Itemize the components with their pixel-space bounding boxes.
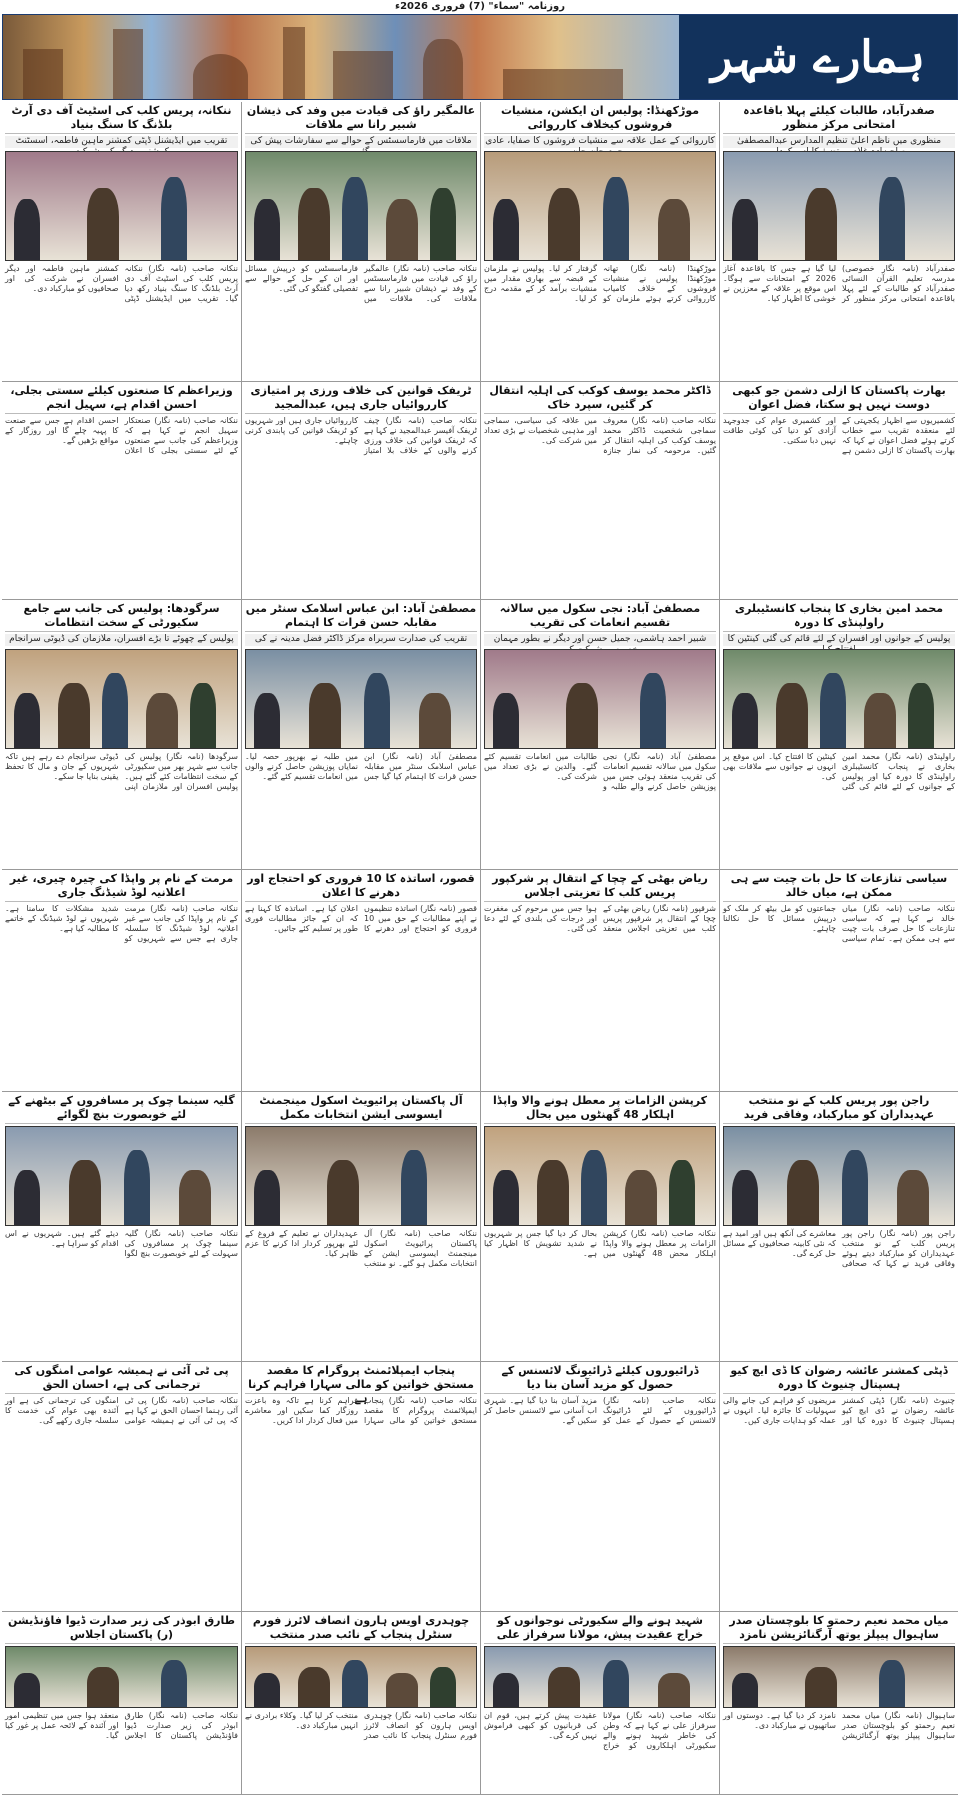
photo-person-figure [386,1673,418,1707]
article-body: کشمیریوں سے اظہار یکجہتی کے لئے منعقدہ تقریب سے خطاب کرتے ہوئے فضل اعوان نے کہا کہ بھارت پاکستان کا ازلی دشمن ہے اور کشمیری عوام کی جدوجہد آزادی کو دنیا کی کوئی طاقت نہیں دبا سکتی۔ [723,416,955,455]
photo-person-figure [493,693,519,748]
article-body: ننکانہ صاحب (نامہ نگار) پی ٹی آئی رہنما احسان الحق نے کہا ہے کہ پی ٹی آئی نے ہمیشہ عوامی امنگوں کی ترجمانی کی ہے اور آئندہ بھی عوام کی خدمت کا سلسلہ جاری رکھے گی۔ [5,1396,238,1425]
article-body: ننکانہ صاحب (نامہ نگار) معروف سماجی شخصیت ڈاکٹر محمد یوسف کوکب کی اہلیہ انتقال کر گئیں۔ مرحومہ کی نماز جنازہ میں علاقہ کی سیاسی، سماجی اور مذہبی شخصیات نے بڑی تعداد میں شرکت کی۔ [484,416,716,455]
photo-person-figure [897,1170,929,1225]
photo-person-figure [732,693,758,748]
photo-person-figure [430,1667,456,1707]
photo-person-figure [430,188,456,260]
photo-person-figure [386,199,418,260]
article-subhead: پولیس کے چھوٹے تا بڑے افسران، ملازمان کی ڈیوٹی سرانجام [5,634,238,646]
article-photo[interactable] [723,1126,955,1226]
article-body: چنیوٹ (نامہ نگار) ڈپٹی کمشنر عائشہ رضوان نے ڈی ایچ کیو ہسپتال چنیوٹ کا دورہ کیا اور مریضوں کو فراہم کی جانے والی سہولیات کا جائزہ لیا۔ انہوں نے عملہ کو ہدایات جاری کیں۔ [723,1396,955,1425]
article-photo[interactable] [723,151,955,261]
article-body: ننکانہ صاحب (نامہ نگار) کرپشن الزامات پر معطل ہونے والا واپڈا اہلکار محض 48 گھنٹوں میں بحال کر دیا گیا جس پر شہریوں نے شدید تشویش کا اظہار کیا ہے۔ [484,1229,716,1258]
news-article [2,870,241,1092]
article-body: ساہیوال (نامہ نگار) میاں محمد نعیم رحمتو کو بلوچستان صدر ساہیوال پیپلز یوتھ آرگنائزیشن نامزد کر دیا گیا ہے۔ دوستوں اور ساتھیوں نے مبارکباد دی۔ [723,1711,955,1740]
article-photo[interactable] [245,1646,477,1708]
article-body: ننکانہ صاحب (نامہ نگار) پنجاب ایمپلائمنٹ پروگرام کا مقصد مستحق خواتین کو مالی سہارا فراہم کرنا ہے تاکہ وہ باعزت روزگار کما سکیں اور معاشرے میں فعال کردار ادا کریں۔ [245,1396,477,1425]
photo-person-figure [309,683,341,748]
article-photo[interactable] [5,1646,238,1708]
article-body: ننکانہ صاحب (نامہ نگار) طارق ابوذر کی زیر صدارت ڈیوا فاؤنڈیشن پاکستان کا اجلاس منعقد ہوا جس میں تنظیمی امور اور آئندہ کے لائحہ عمل پر غور کیا گیا۔ [5,1711,238,1740]
article-body: ننکانہ صاحب (نامہ نگار) آل پاکستان پرائیویٹ اسکول مینجمنٹ ایسوسی ایشن کے انتخابات مکمل ہو گئے۔ نو منتخب عہدیداران نے تعلیم کے فروغ کے لئے بھرپور کردار ادا کرنے کا عزم ظاہر کیا۔ [245,1229,477,1268]
article-body: ننکانہ صاحب (نامہ نگار) مرمت کے نام پر واپڈا کی جانب سے غیر اعلانیہ لوڈ شیڈنگ کا سلسلہ جاری ہے جس سے شہریوں کو شدید مشکلات کا سامنا ہے۔ شہریوں نے لوڈ شیڈنگ کے خاتمے کا مطالبہ کیا ہے۔ [5,904,238,943]
article-subhead: شبیر احمد ہاشمی، جمیل حسن اور دیگر نے بطور مہمان [484,634,716,646]
article-photo[interactable] [484,151,716,261]
article-headline[interactable]: ٹریفک قوانین کی خلاف ورزی پر امتیازی کارروائیاں جاری ہیں، عبدالمجید [245,384,477,414]
news-article [2,1612,241,1795]
news-article [719,382,958,600]
article-headline[interactable]: ڈپٹی کمشنر عائشہ رضوان کا ڈی ایچ کیو ہسپتال چنیوٹ کا دورہ [723,1364,955,1394]
news-article [719,102,958,382]
photo-person-figure [566,683,598,748]
photo-person-figure [58,683,90,748]
photo-person-figure [493,199,519,260]
news-article [480,600,719,870]
photo-person-figure [161,177,187,260]
article-body: مصطفیٰ آباد (نامہ نگار) نجی سکول میں سالانہ تقسیم انعامات کی تقریب منعقد ہوئی جس میں پوزیشن حاصل کرنے والے طلبہ و طالبات میں انعامات تقسیم کئے گئے۔ والدین نے بڑی تعداد میں شرکت کی۔ [484,752,716,791]
news-article [480,1612,719,1795]
photo-person-figure [298,1667,330,1707]
photo-person-figure [537,1160,569,1225]
news-article [2,1092,241,1362]
news-article [480,102,719,382]
masthead [2,14,958,100]
photo-person-figure [146,693,178,748]
news-row [2,1362,958,1612]
photo-person-figure [14,1673,40,1707]
photo-person-figure [87,1667,119,1707]
article-headline[interactable]: بھارت پاکستان کا ازلی دشمن جو کبھی دوست نہیں ہو سکتا، فضل اعوان [723,384,955,414]
article-body: ننکانہ صاحب (نامہ نگار) ڈرائیوروں کے لئے ڈرائیونگ لائسنس کے حصول کے عمل کو مزید آسان بنا دیا گیا ہے۔ شہری اب آسانی سے لائسنس حاصل کر سکیں گے۔ [484,1396,716,1425]
photo-person-figure [864,693,896,748]
photo-person-figure [190,683,216,748]
article-headline[interactable]: ننکانہ، پریس کلب کی اسٹیٹ آف دی آرٹ بلڈنگ کا سنگ بنیاد [5,104,238,134]
article-photo[interactable] [245,1126,477,1226]
article-body: موڑکھنڈا (نامہ نگار) تھانہ موڑکھنڈا پولیس نے منشیات فروشوں کے خلاف کامیاب کارروائی کرتے ہوئے ملزمان کو گرفتار کر لیا۔ پولیس نے ملزمان کے قبضہ سے بھاری مقدار میں منشیات برآمد کر کے مقدمہ درج کر لیا۔ [484,264,716,303]
photo-person-figure [548,188,580,260]
news-row [2,1612,958,1795]
photo-person-figure [298,188,330,260]
photo-person-figure [581,1150,607,1225]
photo-person-figure [493,1673,519,1707]
news-article [719,870,958,1092]
article-subhead: ملاقات میں فارماسسٹس کے حوالے سے سفارشات پیش کی [245,136,477,148]
news-article [2,382,241,600]
article-headline[interactable]: سیاسی تنازعات کا حل بات چیت سے ہی ممکن ہے، میاں خالد [723,872,955,902]
article-body: ننکانہ صاحب (نامہ نگار) چیف ٹریفک آفیسر عبدالمجید نے کہا ہے کہ ٹریفک قوانین کی خلاف ورزی کرنے والوں کے خلاف بلا امتیاز کارروائیاں جاری ہیں اور شہریوں کو ٹریفک قوانین کی پابندی کرنی چاہئے۔ [245,416,477,455]
news-article [719,600,958,870]
article-photo[interactable] [723,649,955,749]
news-row [2,870,958,1092]
photo-person-figure [179,1170,211,1225]
article-headline[interactable]: راجن پور پریس کلب کے نو منتخب عہدیداران کو مبارکباد، وفاقی فرید [723,1094,955,1124]
photo-person-figure [603,1660,629,1707]
article-subhead: پولیس کے جوانوں اور افسران کے لئے قائم کی گئی کینٹین کا [723,634,955,646]
photo-person-figure [548,1667,580,1707]
page-header: روزنامہ "سماء" (7) فروری 2026ء [394,1,566,12]
photo-person-figure [879,177,905,260]
article-subhead: منظوری میں ناظم اعلیٰ تنظیم المدارس عبدالمصطفیٰ [723,136,955,148]
photo-person-figure [254,1170,280,1225]
article-headline[interactable]: موڑکھنڈا: پولیس ان ایکشن، منشیات فروشوں کیخلاف کارروائی [484,104,716,134]
news-article [241,1362,480,1612]
news-article [480,870,719,1092]
photo-person-figure [342,1660,368,1707]
article-body: صفدرآباد (نامہ نگار خصوصی) مدرسہ تعلیم القرآن النسائی صفدرآباد کو طالبات کے لئے پہلا باقاعدہ امتحانی مرکز منظور کر لیا گیا ہے جس کا باقاعدہ آغاز 2026 کے امتحانات سے ہوگا۔ اس موقع پر علاقہ کے معززین نے خوشی کا اظہار کیا۔ [723,264,955,303]
photo-person-figure [669,1160,695,1225]
article-headline[interactable]: سرگودھا: پولیس کی جانب سے جامع سکیورٹی کے سخت انتظامات [5,602,238,632]
article-headline[interactable]: محمد امین بخاری کا پنجاب کانسٹیبلری راولپنڈی کا دورہ [723,602,955,632]
article-photo[interactable] [484,649,716,749]
article-photo[interactable] [245,151,477,261]
article-body: ننکانہ صاحب (نامہ نگار) گلیہ سینما چوک پر مسافروں کی سہولت کے لئے خوبصورت بنچ لگوا دیئے گئے ہیں۔ شہریوں نے اس اقدام کو سراہا ہے۔ [5,1229,238,1258]
article-headline[interactable]: کرپشن الزامات پر معطل ہونے والا واپڈا اہلکار 48 گھنٹوں میں بحال [484,1094,716,1124]
photo-person-figure [401,1150,427,1225]
news-article [241,102,480,382]
news-row [2,102,958,382]
article-body: راولپنڈی (نامہ نگار) محمد امین بخاری نے پنجاب کانسٹیبلری راولپنڈی کا دورہ کیا اور پولیس کے جوانوں کے لئے قائم کی گئی کینٹین کا افتتاح کیا۔ اس موقع پر انہوں نے جوانوں سے ملاقات بھی کی۔ [723,752,955,791]
article-headline[interactable]: مصطفیٰ آباد: ابن عباس اسلامک سنٹر میں مقابلہ حسن قرات کا اہتمام [245,602,477,632]
photo-person-figure [879,1660,905,1707]
article-body: مصطفیٰ آباد (نامہ نگار) ابن عباس اسلامک سنٹر میں مقابلہ حسن قرات کا اہتمام کیا گیا جس میں طلبہ نے بھرپور حصہ لیا۔ نمایاں پوزیشن حاصل کرنے والوں میں انعامات تقسیم کئے گئے۔ [245,752,477,781]
news-row [2,382,958,600]
news-article [480,1092,719,1362]
article-photo[interactable] [5,151,238,261]
article-headline[interactable]: آل پاکستان پرائیویٹ اسکول مینجمنٹ ایسوسی ایشن انتخابات مکمل [245,1094,477,1124]
article-headline[interactable]: مرمت کے نام پر واپڈا کی چیرہ چیری، غیر اعلانیہ لوڈ شیڈنگ جاری [5,872,238,902]
photo-person-figure [805,188,837,260]
article-headline[interactable]: عالمگیر راؤ کی قیادت میں وفد کی ذیشان شبیر رانا سے ملاقات [245,104,477,134]
article-headline[interactable]: مصطفیٰ آباد: نجی سکول میں سالانہ تقسیم انعامات کی تقریب [484,602,716,632]
photo-person-figure [161,1660,187,1707]
article-body: شرقپور (نامہ نگار) ریاض بھٹی کے چچا کے انتقال پر شرقپور پریس کلب میں تعزیتی اجلاس منعقد ہوا جس میں مرحوم کی مغفرت اور درجات کی بلندی کے لئے دعا کی گئی۔ [484,904,716,933]
news-article [2,1362,241,1612]
article-body: ننکانہ صاحب (نامہ نگار) ننکانہ پریس کلب کی اسٹیٹ آف دی آرٹ بلڈنگ کا سنگ بنیاد رکھ دیا گیا۔ تقریب میں ایڈیشنل ڈپٹی کمشنر ماہین فاطمہ اور دیگر افسران نے شرکت کی اور صحافیوں کو مبارکباد دی۔ [5,264,238,303]
photo-person-figure [87,188,119,260]
photo-person-figure [776,683,808,748]
article-headline[interactable]: چوہدری اویس ہارون انصاف لائرز فورم سنٹرل پنجاب کے نائب صدر منتخب [245,1614,477,1644]
article-headline[interactable]: ڈرائیوروں کیلئے ڈرائیونگ لائسنس کے حصول کو مزید آسان بنا دیا [484,1364,716,1394]
article-subhead: کارروائی کے عمل علاقہ سے منشیات فروشوں کا صفایا، عادی [485,136,715,146]
photo-person-figure [820,673,846,748]
article-body: قصور (نامہ نگار) اساتذہ تنظیموں نے اپنے مطالبات کے حق میں 10 فروری کو احتجاج اور دھرنے کا اعلان کیا ہے۔ اساتذہ کا کہنا ہے کہ ان کے جائز مطالبات فوری طور پر تسلیم کئے جائیں۔ [245,904,477,933]
news-article [480,382,719,600]
photo-person-figure [732,199,758,260]
photo-person-figure [14,693,40,748]
article-headline[interactable]: طارق ابوذر کی زیر صدارت ڈیوا فاؤنڈیشن (ر) پاکستان اجلاس [5,1614,238,1644]
photo-person-figure [419,693,451,748]
article-subhead: تقریب کی صدارت سربراہ مرکز ڈاکٹر فضل مدینہ نے کی [245,634,477,646]
photo-person-figure [69,1160,101,1225]
article-headline[interactable]: شہید ہونے والے سکیورٹی نوجوانوں کو خراج عقیدت پیش، مولانا سرفراز علی [484,1614,716,1644]
article-headline[interactable]: پی ٹی آئی نے ہمیشہ عوامی امنگوں کی ترجمانی کی ہے، احسان الحق [5,1364,238,1394]
article-photo[interactable] [484,1646,716,1708]
article-body: ننکانہ صاحب (نامہ نگار) میاں خالد نے کہا ہے کہ سیاسی تنازعات کا حل صرف بات چیت سے ہی ممکن ہے۔ تمام سیاسی جماعتوں کو مل بیٹھ کر ملک کو درپیش مسائل کا حل نکالنا چاہئے۔ [723,904,955,943]
news-article [719,1612,958,1795]
article-headline[interactable]: قصور، اساتذہ کا 10 فروری کو احتجاج اور دھرنے کا اعلان [245,872,477,902]
news-article [241,382,480,600]
photo-person-figure [14,1170,40,1225]
article-subhead: تقریب میں ایڈیشنل ڈپٹی کمشنر ماہین فاطمہ، اسسٹنٹ [5,136,238,148]
news-article [719,1092,958,1362]
photo-person-figure [254,693,280,748]
news-article [241,1612,480,1795]
article-body: ننکانہ صاحب (نامہ نگار) مولانا سرفراز علی نے کہا ہے کہ وطن کی خاطر شہید ہونے والے سکیورٹی اہلکاروں کو خراج عقیدت پیش کرتے ہیں، قوم ان کی قربانیوں کو کبھی فراموش نہیں کرے گی۔ [484,1711,716,1750]
article-body: سرگودھا (نامہ نگار) پولیس کی جانب سے شہر بھر میں سکیورٹی کے سخت انتظامات کئے گئے ہیں۔ پولیس افسران اور ملازمان اپنی ڈیوٹی سرانجام دے رہے ہیں تاکہ شہریوں کے جان و مال کا تحفظ یقینی بنایا جا سکے۔ [5,752,238,791]
photo-person-figure [658,1673,690,1707]
article-body: ننکانہ صاحب (نامہ نگار) صنعتکار سہیل انجم نے کہا ہے کہ وزیراعظم کی جانب سے صنعتوں کے لئے سستی بجلی کا اعلان احسن اقدام ہے جس سے صنعت کا پہیہ چلے گا اور روزگار کے مواقع بڑھیں گے۔ [5,416,238,455]
article-headline[interactable]: پنجاب ایمپلائمنٹ پروگرام کا مقصد مستحق خواتین کو مالی سہارا فراہم کرنا ہے [245,1364,477,1394]
article-headline[interactable]: ڈاکٹر محمد یوسف کوکب کی اہلیہ انتقال کر گئیں، سپرد خاک [484,384,716,414]
photo-person-figure [658,199,690,260]
photo-person-figure [787,1160,819,1225]
masthead-title: ہمارے شہر [679,15,957,99]
article-photo[interactable] [484,1126,716,1226]
photo-person-figure [842,1150,868,1225]
photo-person-figure [327,1160,359,1225]
photo-person-figure [640,673,666,748]
article-photo[interactable] [245,649,477,749]
article-headline[interactable]: صفدرآباد، طالبات کیلئے پہلا باقاعدہ امتحانی مرکز منظور [723,104,955,134]
news-article [719,1362,958,1612]
news-article [241,870,480,1092]
photo-person-figure [732,1170,758,1225]
news-row [2,600,958,870]
photo-person-figure [342,177,368,260]
article-headline[interactable]: میاں محمد نعیم رحمتو کا بلوچستان صدر ساہیوال پیپلز یوتھ آرگنائزیشن نامزد [723,1614,955,1644]
masthead-photo-collage [3,15,679,99]
news-article [2,600,241,870]
photo-person-figure [102,673,128,748]
news-article [241,1092,480,1362]
article-photo[interactable] [5,649,238,749]
article-headline[interactable]: وزیراعظم کا صنعتوں کیلئے سستی بجلی، احسن اقدام ہے، سہیل انجم [5,384,238,414]
news-article [2,102,241,382]
photo-person-figure [625,1170,657,1225]
photo-person-figure [254,199,280,260]
article-body: راجن پور (نامہ نگار) راجن پور پریس کلب کے نو منتخب عہدیداران کو مبارکباد دیتے ہوئے وفاقی فرید نے کہا کہ صحافی معاشرے کی آنکھ ہیں اور امید ہے کہ نئی کابینہ صحافیوں کے مسائل حل کرے گی۔ [723,1229,955,1268]
photo-person-figure [603,177,629,260]
photo-person-figure [364,673,390,748]
news-article [241,600,480,870]
news-article [480,1362,719,1612]
photo-person-figure [254,1673,280,1707]
article-headline[interactable]: گلیہ سینما چوک پر مسافروں کے بیٹھنے کے لئے خوبصورت بنچ لگوائے [5,1094,238,1124]
news-row [2,1092,958,1362]
article-body: ننکانہ صاحب (نامہ نگار) چوہدری اویس ہارون کو انصاف لائرز فورم سنٹرل پنجاب کا نائب صدر منتخب کر لیا گیا۔ وکلاء برادری نے انہیں مبارکباد دی۔ [245,1711,477,1740]
photo-person-figure [908,683,934,748]
photo-person-figure [14,199,40,260]
article-photo[interactable] [723,1646,955,1708]
photo-person-figure [805,1667,837,1707]
photo-person-figure [124,1150,150,1225]
article-body: ننکانہ صاحب (نامہ نگار) عالمگیر راؤ کی قیادت میں فارماسسٹس کے وفد نے ذیشان شبیر رانا سے ملاقات کی۔ ملاقات میں فارماسسٹس کو درپیش مسائل اور ان کے حل کے حوالے سے تفصیلی گفتگو کی گئی۔ [245,264,477,303]
photo-person-figure [732,1673,758,1707]
photo-person-figure [493,1170,519,1225]
article-headline[interactable]: ریاض بھٹی کے چچا کے انتقال پر شرکپور پریس کلب کا تعزیتی اجلاس [484,872,716,902]
article-photo[interactable] [5,1126,238,1226]
